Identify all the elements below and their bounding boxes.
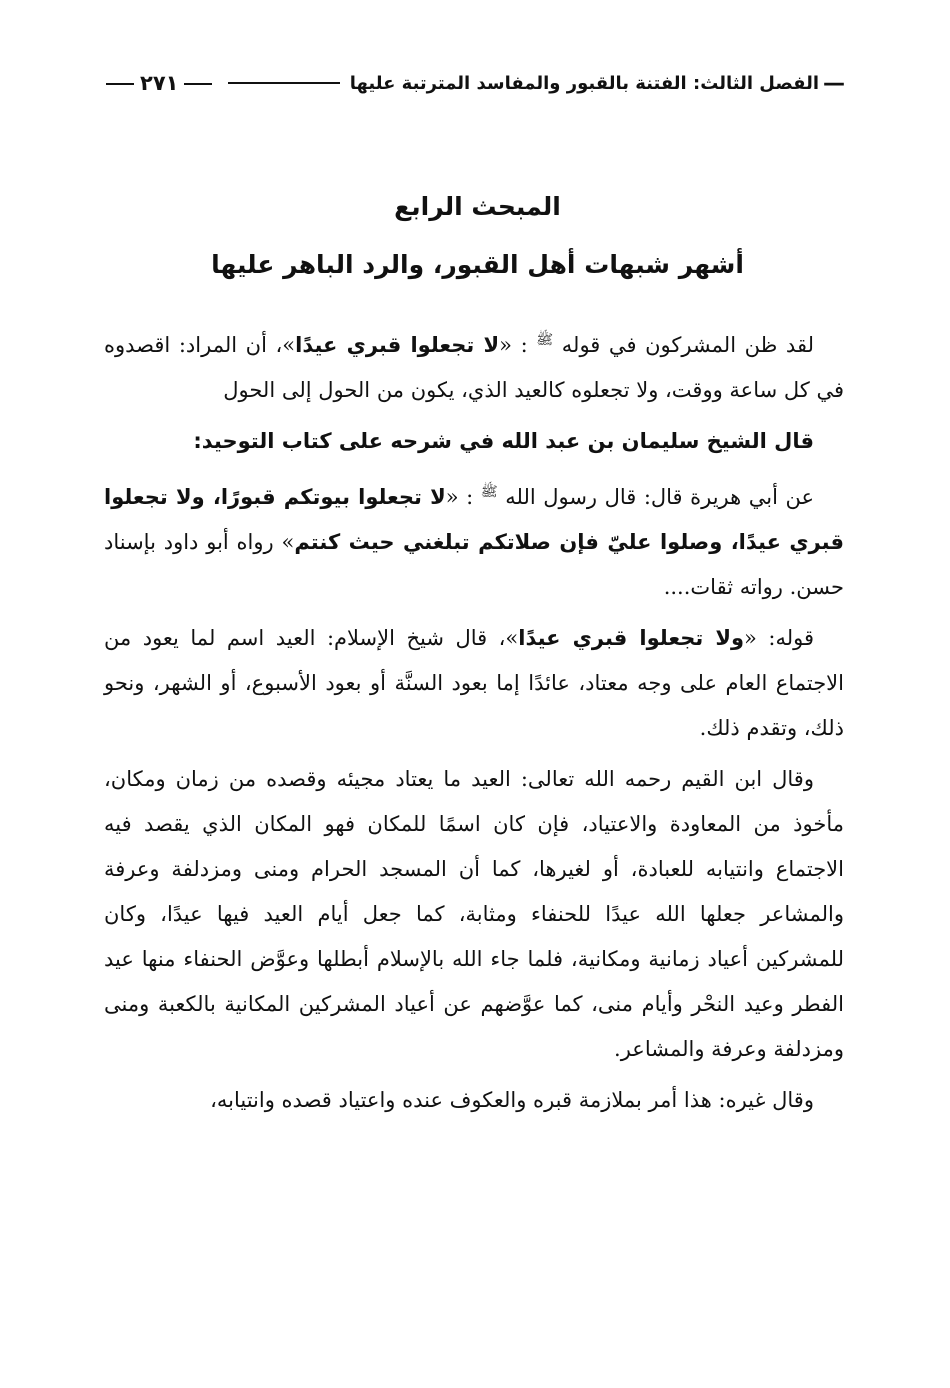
section-heading: المبحث الرابع xyxy=(394,192,561,221)
page-number-block xyxy=(100,71,218,95)
p4-text-b: »، قال شيخ الإسلام: العيد اسم لما يعود من الاجتماع العام على وجه معتاد، عائدًا إما بعود السنَّة أو بعود الأسبوع، أو الشهر، ونحو ذلك، وتقدم ذلك. xyxy=(104,626,844,740)
p3-text-c: » رواه أبو داود بإسناد حسن. رواته ثقات.... xyxy=(104,530,844,599)
paragraph-6: وقال غيره: هذا أمر بملازمة قبره والعكوف عنده واعتياد قصده وانتيابه، xyxy=(210,1088,814,1112)
page-number-rule-right xyxy=(184,83,212,85)
p1-hadith-quote: لا تجعلوا قبري عيدًا xyxy=(295,333,500,357)
p4-hadith-quote: ولا تجعلوا قبري عيدًا xyxy=(518,626,745,650)
p3-hadith-quote: لا تجعلوا بيوتكم قبورًا، ولا تجعلوا قبري عيدًا، وصلوا عليّ فإن صلاتكم تبلغني حيث كنتم xyxy=(104,485,844,554)
p1-text-a: لقد ظن المشركون في قوله xyxy=(561,333,814,357)
paragraph-2: قال الشيخ سليمان بن عبد الله في شرحه على كتاب التوحيد: xyxy=(193,429,814,453)
chapter-title: الفصل الثالث: الفتنة بالقبور والمفاسد المترتبة عليها xyxy=(349,72,819,94)
p1-text-c: »، أن المراد: اقصدوه في كل ساعة ووقت، ولا تجعلوه كالعيد الذي، يكون من الحول إلى الحول xyxy=(104,333,844,402)
paragraph-3 xyxy=(104,470,844,610)
p1-text-b: : « xyxy=(499,333,528,357)
section-subheading: أشهر شبهات أهل القبور، والرد الباهر عليها xyxy=(211,250,744,279)
paragraph-5: وقال ابن القيم رحمه الله تعالى: العيد ما يعتاد مجيئه وقصده من زمان ومكان، مأخوذ من المعاودة والاعتياد، فإن كان اسمًا للمكان فهو المكان الذي يقصد فيه الاجتماع وانتيابه للعبادة، أو لغيرها، كما أن المسجد الحرام ومنى ومزدلفة وعرفة والمشاعر جعلها الله عيدًا للحنفاء ومثابة، كما جعل أيام العيد فيها عيدًا، وكان للمشركين أعياد زمانية ومكانية، فلما جاء الله بالإسلام أبطلها وعوَّض الحنفاء منها عيد الفطر وعيد النحْر وأيام منى، كما عوَّضهم عن أعياد المشركين المكانية بالكعبة ومنى ومزدلفة وعرفة والمشاعر. xyxy=(104,767,844,1061)
header-dash: — xyxy=(823,70,845,96)
paragraph-1 xyxy=(104,318,844,413)
p3-text-a: عن أبي هريرة قال: قال رسول الله xyxy=(505,485,814,509)
page-number: ٢٧١ xyxy=(140,71,179,95)
p3-text-b: : « xyxy=(445,485,474,509)
header-rule xyxy=(228,82,339,84)
paragraph-4 xyxy=(104,616,844,751)
body-text xyxy=(104,318,844,1129)
salawat-symbol: ﷺ xyxy=(536,332,554,348)
running-header xyxy=(100,66,845,100)
page-number-rule-left xyxy=(106,83,134,85)
salawat-symbol-2: ﷺ xyxy=(480,484,498,500)
p4-text-a: قوله: « xyxy=(744,626,815,650)
